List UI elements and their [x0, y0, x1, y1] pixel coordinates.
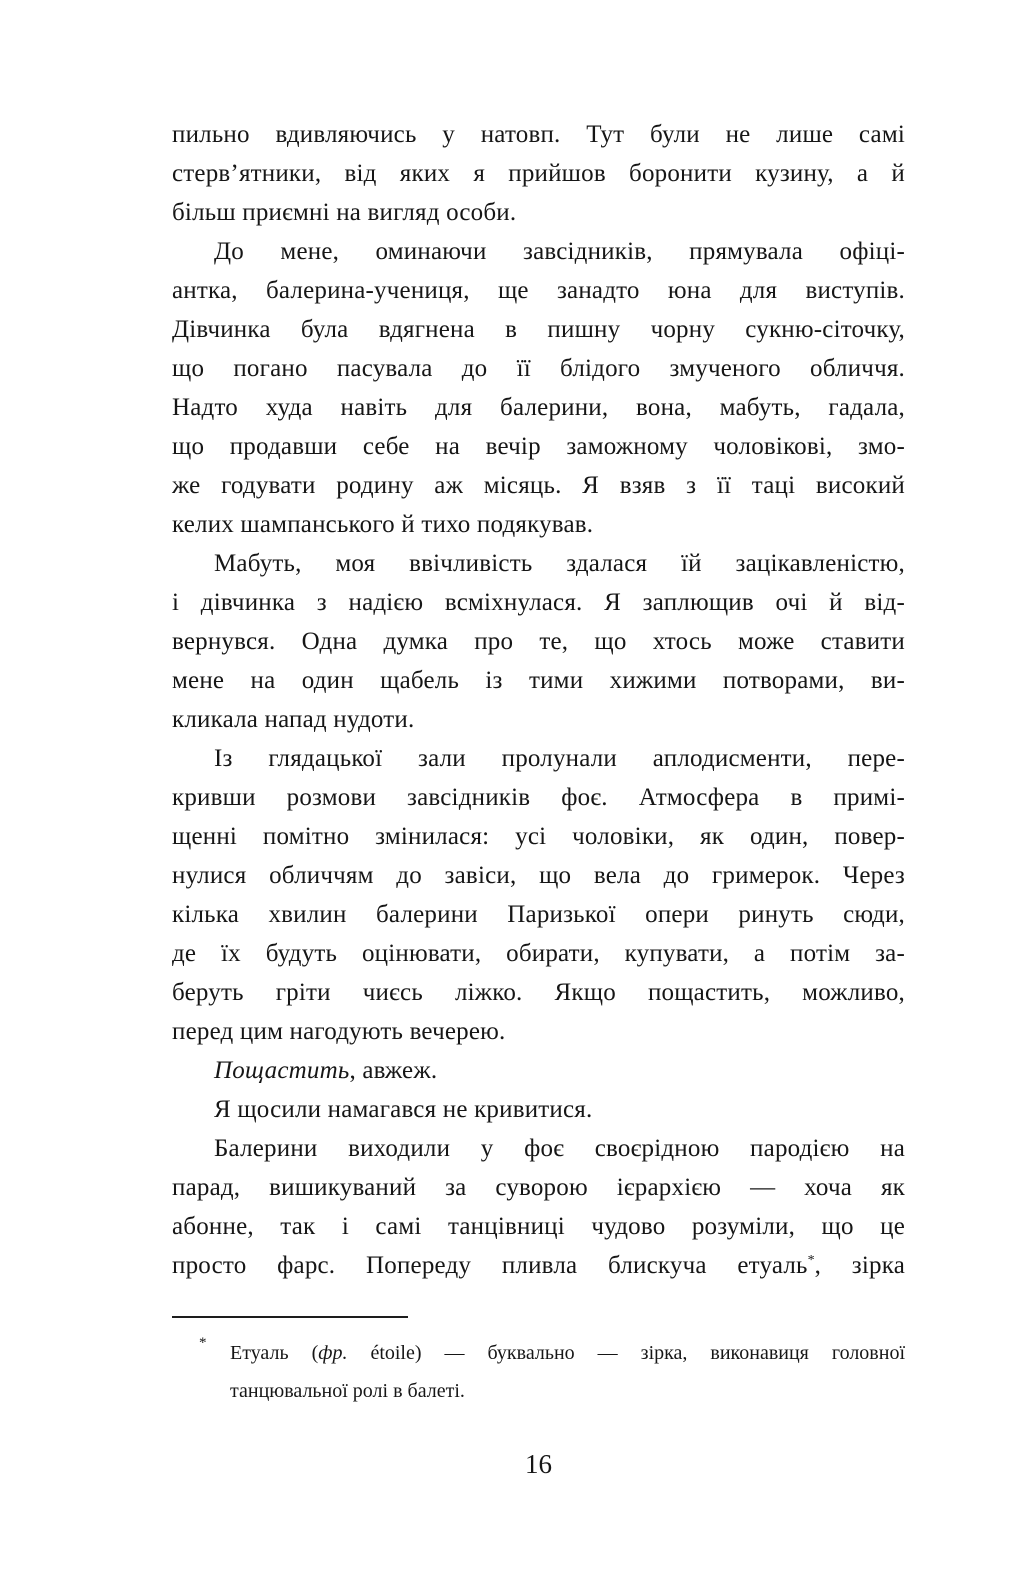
- italic-abbreviation: фр.: [318, 1342, 348, 1364]
- text-segment: , авжеж.: [349, 1057, 438, 1084]
- text-line: Із глядацької зали пролунали аплодисменти, пере-: [214, 745, 905, 772]
- text-line: антка, балерина-учениця, ще занадто юна для виступів.: [172, 277, 905, 304]
- text-line: вернувся. Одна думка про те, що хтось може ставити: [172, 628, 905, 655]
- footnote-separator-rule: [172, 1316, 408, 1318]
- paragraph: [172, 1129, 905, 1285]
- footnote-line: [230, 1334, 905, 1372]
- text-segment: étoile) — буквально — зірка, виконавиця головної: [347, 1342, 905, 1364]
- paragraph: [172, 232, 905, 544]
- paragraph: [172, 544, 905, 739]
- text-segment: просто фарс. Попереду пливла блискуча етуаль: [172, 1252, 808, 1279]
- text-line: беруть гріти чиєсь ліжко. Якщо пощастить, можливо,: [172, 979, 905, 1006]
- footnote-marker-asterisk: *: [199, 1335, 207, 1351]
- text-line: кликала напад нудоти.: [172, 706, 415, 733]
- text-line: перед цим нагодують вечерею.: [172, 1018, 506, 1045]
- paragraph: [172, 1090, 905, 1129]
- paragraph-italic-lead: [172, 1051, 905, 1090]
- text-segment: Етуаль (: [230, 1342, 319, 1364]
- footnote-line: танцювальної ролі в балеті.: [230, 1380, 465, 1402]
- italic-word: Пощастить: [214, 1057, 350, 1084]
- text-line: [172, 1246, 905, 1285]
- footnote: [172, 1316, 905, 1410]
- text-line: Надто худа навіть для балерини, вона, мабуть, гадала,: [172, 394, 905, 421]
- text-line: Мабуть, моя ввічливість здалася їй зацікавленістю,: [214, 550, 905, 577]
- text-line: Дівчинка була вдягнена в пишну чорну сукню-сіточку,: [172, 316, 905, 343]
- page-number: 16: [525, 1449, 552, 1479]
- text-line: більш приємні на вигляд особи.: [172, 199, 517, 226]
- text-line: Балерини виходили у фоє своєрідною пародією на: [214, 1135, 905, 1162]
- text-line: Я щосили намагався не кривитися.: [214, 1096, 593, 1123]
- text-line: де їх будуть оцінювати, обирати, купувати, а потім за-: [172, 940, 905, 967]
- text-line: же годувати родину аж місяць. Я взяв з її таці високий: [172, 472, 905, 499]
- text-line: мене на один щабель із тими хижими потворами, ви-: [172, 667, 905, 694]
- page-text-block: [172, 115, 905, 1484]
- text-line: і дівчинка з надією всміхнулася. Я заплющив очі й від-: [172, 589, 905, 616]
- text-line: що продавши себе на вечір заможному чоловікові, змо-: [172, 433, 905, 460]
- text-line: парад, вишикуваний за суворою ієрархією — хоча як: [172, 1174, 905, 1201]
- text-line: що погано пасувала до її блідого змученого обличчя.: [172, 355, 905, 382]
- text-line: кілька хвилин балерини Паризької опери ринуть сюди,: [172, 901, 905, 928]
- footnote-body: [172, 1334, 905, 1410]
- text-line: кривши розмови завсідників фоє. Атмосфера в примі-: [172, 784, 905, 811]
- text-line: До мене, оминаючи завсідників, прямувала офіці-: [214, 238, 905, 265]
- paragraph: [172, 739, 905, 1051]
- text-line: стерв’ятники, від яких я прийшов боронити кузину, а й: [172, 160, 905, 187]
- text-segment: , зірка: [814, 1252, 905, 1279]
- text-line: [172, 1051, 905, 1090]
- paragraph: [172, 115, 905, 232]
- text-line: абонне, так і самі танцівниці чудово розуміли, що це: [172, 1213, 905, 1240]
- text-line: пильно вдивляючись у натовп. Тут були не лише самі: [172, 121, 905, 148]
- footnote-reference-asterisk: *: [807, 1253, 815, 1268]
- text-line: келих шампанського й тихо подякував.: [172, 511, 594, 538]
- text-line: щенні помітно змінилася: усі чоловіки, як один, повер-: [172, 823, 905, 850]
- text-line: нулися обличчям до завіси, що вела до гримерок. Через: [172, 862, 905, 889]
